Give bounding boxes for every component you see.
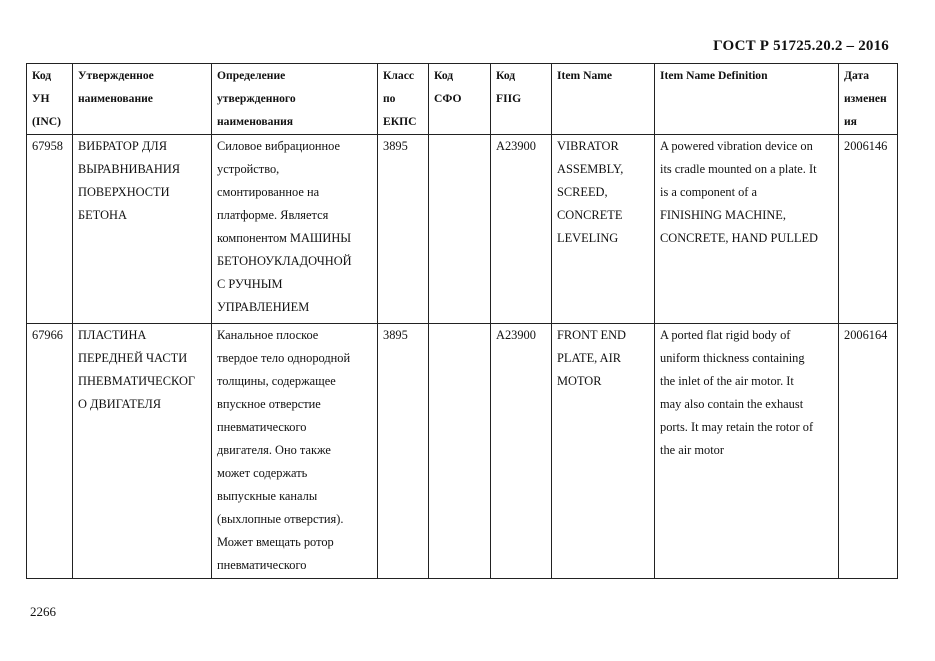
col-header-sfo-code bbox=[429, 64, 491, 135]
cell-approved-name bbox=[73, 135, 212, 324]
col-header-fiig-code bbox=[491, 64, 552, 135]
cell-sfo-code bbox=[429, 135, 491, 324]
table-row bbox=[27, 324, 898, 579]
cell-text: Силовое вибрационное устройство, смонтированное на платформе. Является компонентом МАШИНЫ БЕТОНОУКЛАДОЧНОЙ С РУЧНЫМ УПРАВЛЕНИЕМ bbox=[217, 139, 352, 314]
cell-approved-name bbox=[73, 324, 212, 579]
cell-text: A23900 bbox=[496, 328, 536, 342]
cell-text: A powered vibration device on its cradle mounted on a plate. It is a component of a FINISHING MACHINE, CONCRETE, HAND PULLED bbox=[660, 139, 818, 245]
cell-text: A ported flat rigid body of uniform thickness containing the inlet of the air motor. It may also contain the exhaust ports. It may retain the rotor of the air motor bbox=[660, 328, 814, 457]
col-header-change-date bbox=[839, 64, 898, 135]
cell-name-definition bbox=[212, 135, 378, 324]
table-row bbox=[27, 135, 898, 324]
cell-text: A23900 bbox=[496, 139, 536, 153]
table-header-row bbox=[27, 64, 898, 135]
cell-inc-code bbox=[27, 135, 73, 324]
cell-fiig-code bbox=[491, 135, 552, 324]
cell-inc-code bbox=[27, 324, 73, 579]
cell-text: 3895 bbox=[383, 328, 408, 342]
cell-ekps-class bbox=[378, 324, 429, 579]
cell-fiig-code bbox=[491, 324, 552, 579]
col-header-label: Дата изменен ия bbox=[844, 69, 887, 128]
col-header-item-name-definition bbox=[655, 64, 839, 135]
items-table bbox=[26, 63, 898, 579]
col-header-label: Код УН (INC) bbox=[32, 69, 61, 128]
cell-item-name bbox=[552, 324, 655, 579]
col-header-inc-code bbox=[27, 64, 73, 135]
cell-item-name bbox=[552, 135, 655, 324]
cell-change-date bbox=[839, 324, 898, 579]
col-header-approved-name bbox=[73, 64, 212, 135]
cell-text: 2006146 bbox=[844, 139, 888, 153]
cell-item-name-definition bbox=[655, 135, 839, 324]
cell-item-name-definition bbox=[655, 324, 839, 579]
col-header-label: Item Name Definition bbox=[660, 69, 768, 82]
cell-name-definition bbox=[212, 324, 378, 579]
cell-change-date bbox=[839, 135, 898, 324]
col-header-name-definition bbox=[212, 64, 378, 135]
col-header-ekps-class bbox=[378, 64, 429, 135]
col-header-label: Код СФО bbox=[434, 69, 462, 105]
cell-text: Канальное плоское твердое тело однородной толщины, содержащее впускное отверстие пневматического двигателя. Оно также может содержать выпускные каналы (выхлопные отверстия). Может вмещать ротор пневматического bbox=[217, 328, 351, 572]
cell-sfo-code bbox=[429, 324, 491, 579]
cell-text: ВИБРАТОР ДЛЯ ВЫРАВНИВАНИЯ ПОВЕРХНОСТИ БЕТОНА bbox=[78, 139, 181, 222]
cell-text: 3895 bbox=[383, 139, 408, 153]
cell-text: FRONT END PLATE, AIR MOTOR bbox=[557, 328, 626, 388]
col-header-label: Утвержденное наименование bbox=[78, 69, 154, 105]
col-header-label: Класс по ЕКПС bbox=[383, 69, 417, 128]
cell-text: ПЛАСТИНА ПЕРЕДНЕЙ ЧАСТИ ПНЕВМАТИЧЕСКОГ О ДВИГАТЕЛЯ bbox=[78, 328, 196, 411]
cell-text: 67966 bbox=[32, 328, 63, 342]
col-header-label: Item Name bbox=[557, 69, 613, 82]
document-standard-header: ГОСТ Р 51725.20.2 – 2016 bbox=[713, 38, 889, 54]
cell-text: 2006164 bbox=[844, 328, 888, 342]
cell-text: 67958 bbox=[32, 139, 63, 153]
cell-text: VIBRATOR ASSEMBLY, SCREED, CONCRETE LEVELING bbox=[557, 139, 624, 245]
page-number: 2266 bbox=[30, 604, 56, 619]
cell-ekps-class bbox=[378, 135, 429, 324]
col-header-label: Код FIIG bbox=[496, 69, 522, 105]
col-header-item-name bbox=[552, 64, 655, 135]
col-header-label: Определение утвержденного наименования bbox=[217, 69, 296, 128]
